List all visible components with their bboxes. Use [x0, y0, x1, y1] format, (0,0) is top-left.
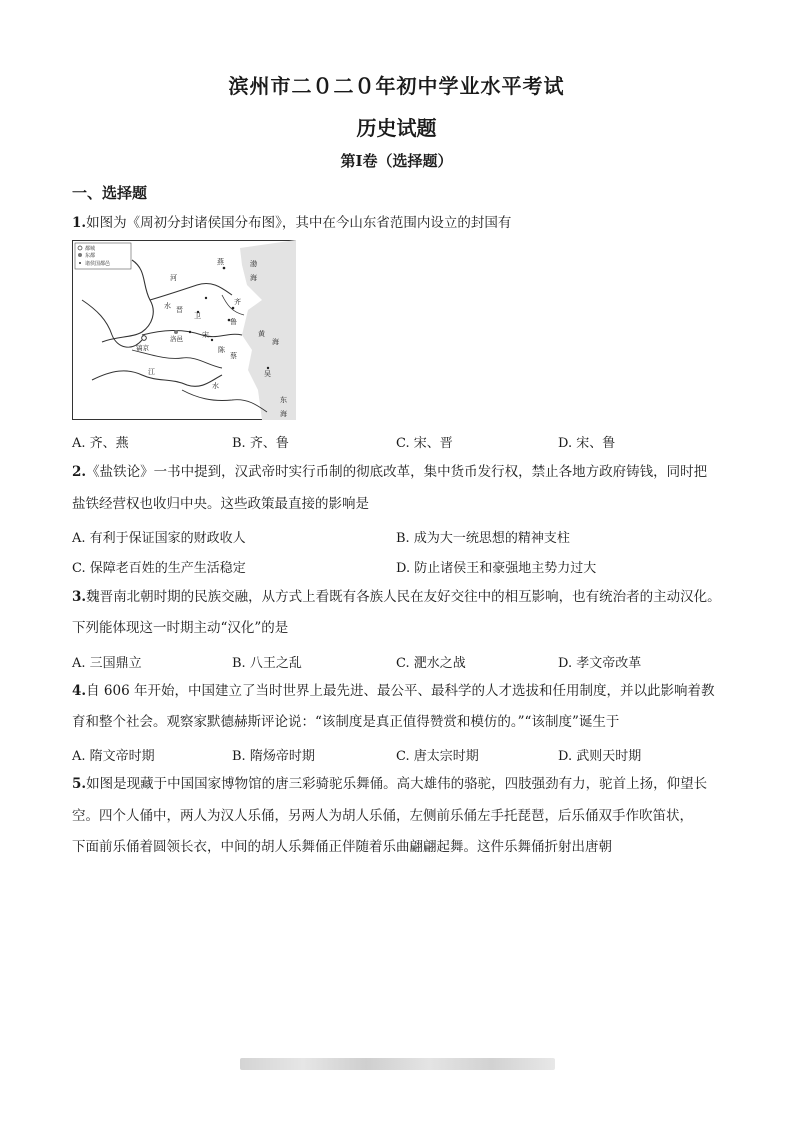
map-label-hai-2: 海	[280, 410, 287, 418]
question-3-option-d[interactable]: D. 孝文帝改革	[558, 656, 642, 671]
question-3-line-1	[72, 588, 732, 606]
question-line: 自 606 年开始，中国建立了当时世界上最先进、最公平、最科学的人才选拔和任用制度，并以此影响着教	[86, 683, 715, 699]
question-2-option-d[interactable]: D. 防止诸侯王和豪强地主势力过大	[396, 561, 597, 576]
question-4-line-1	[72, 682, 732, 700]
map-label-song: 宋	[202, 331, 209, 339]
question-2-option-c[interactable]: C. 保障老百姓的生产生活稳定	[72, 561, 246, 576]
question-4-line-2: 育和整个社会。观察家默德赫斯评论说：“该制度是真正值得赞赏和模仿的。”“该制度”诞生于	[72, 714, 620, 730]
question-5-line-3: 下面前乐俑着圆领长衣，中间的胡人乐舞俑正伴随着乐曲翩翩起舞。这件乐舞俑折射出唐朝	[72, 839, 612, 855]
map-label-bohai-2: 海	[250, 274, 257, 282]
map-label-hai-1: 海	[272, 338, 279, 346]
question-number: 4.	[72, 683, 87, 699]
map-label-shui-2: 水	[212, 382, 219, 390]
question-number: 2.	[72, 464, 87, 480]
volume-title: 第Ⅰ卷（选择题）	[340, 152, 453, 170]
map-label-jiang: 江	[148, 368, 155, 376]
map-label-haojing: 镐京	[136, 344, 149, 352]
question-1-option-a[interactable]: A. 齐、燕	[72, 436, 129, 451]
question-number: 1.	[72, 215, 87, 231]
question-3-option-a[interactable]: A. 三国鼎立	[72, 656, 142, 671]
map-label-bohai-1: 渤	[250, 260, 257, 268]
legend-capital: 都城	[85, 246, 96, 252]
map-label-wu: 吴	[264, 370, 271, 378]
map-label-huang: 黄	[258, 330, 265, 338]
map-label-lu: 鲁	[230, 318, 237, 326]
page-title: 滨州市二０二０年初中学业水平考试	[228, 74, 565, 98]
question-1-option-b[interactable]: B. 齐、鲁	[232, 436, 289, 451]
map-label-dong: 东	[280, 396, 287, 404]
question-4-option-d[interactable]: D. 武则天时期	[558, 749, 642, 764]
legend-vassal-cities: 诸侯国都邑	[85, 261, 111, 267]
map-label-shui: 水	[164, 302, 171, 310]
zhou-feudal-map	[72, 240, 296, 420]
question-line: 如图是现藏于中国国家博物馆的唐三彩骑驼乐舞俑。高大雄伟的骆驼，四肢强劲有力，驼首上扬，仰望长	[86, 776, 708, 792]
map-label-luoyi: 洛邑	[170, 335, 183, 343]
question-4-option-a[interactable]: A. 隋文帝时期	[72, 749, 155, 764]
question-5-line-1	[72, 775, 732, 793]
section-heading: 一、选择题	[72, 184, 148, 202]
question-2-line-2: 盐铁经营权也收归中央。这些政策最直接的影响是	[72, 496, 369, 512]
question-2-option-b[interactable]: B. 成为大一统思想的精神支柱	[396, 531, 570, 546]
question-number: 5.	[72, 776, 87, 792]
question-2-line-1	[72, 463, 732, 481]
question-3-option-b[interactable]: B. 八王之乱	[232, 656, 302, 671]
map-label-cai: 蔡	[230, 352, 237, 360]
question-4-option-b[interactable]: B. 隋炀帝时期	[232, 749, 315, 764]
subject-title: 历史试题	[356, 116, 437, 140]
question-1-option-c[interactable]: C. 宋、晋	[396, 436, 453, 451]
question-2-option-a[interactable]: A. 有利于保证国家的财政收人	[72, 531, 246, 546]
map-label-chen: 陈	[218, 346, 225, 354]
question-4-option-c[interactable]: C. 唐太宗时期	[396, 749, 479, 764]
map-label-jin: 晋	[176, 306, 183, 314]
question-1-option-d[interactable]: D. 宋、鲁	[558, 436, 616, 451]
question-1-text	[72, 214, 732, 232]
legend-east-capital: 东都	[85, 253, 96, 259]
question-line: 魏晋南北朝时期的民族交融，从方式上看既有各族人民在友好交往中的相互影响，也有统治者的主动汉化。	[86, 589, 721, 605]
question-3-line-2: 下列能体现这一时期主动“汉化”的是	[72, 620, 289, 636]
blurred-footer	[240, 1058, 555, 1070]
question-5-line-2: 空。四个人俑中，两人为汉人乐俑，另两人为胡人乐俑，左侧前乐俑左手托琵琶，后乐俑双手作吹笛状，	[72, 808, 693, 824]
question-line: 如图为《周初分封诸侯国分布图》，其中在今山东省范围内设立的封国有	[86, 215, 512, 231]
question-line: 《盐铁论》一书中提到，汉武帝时实行币制的彻底改革，集中货币发行权，禁止各地方政府铸钱，同时把	[86, 464, 708, 480]
map-label-qi: 齐	[234, 298, 241, 306]
map-label-wei: 卫	[194, 312, 201, 320]
map-label-yan: 燕	[217, 258, 224, 266]
question-3-option-c[interactable]: C. 淝水之战	[396, 656, 466, 671]
map-label-he: 河	[170, 274, 177, 282]
question-number: 3.	[72, 589, 87, 605]
